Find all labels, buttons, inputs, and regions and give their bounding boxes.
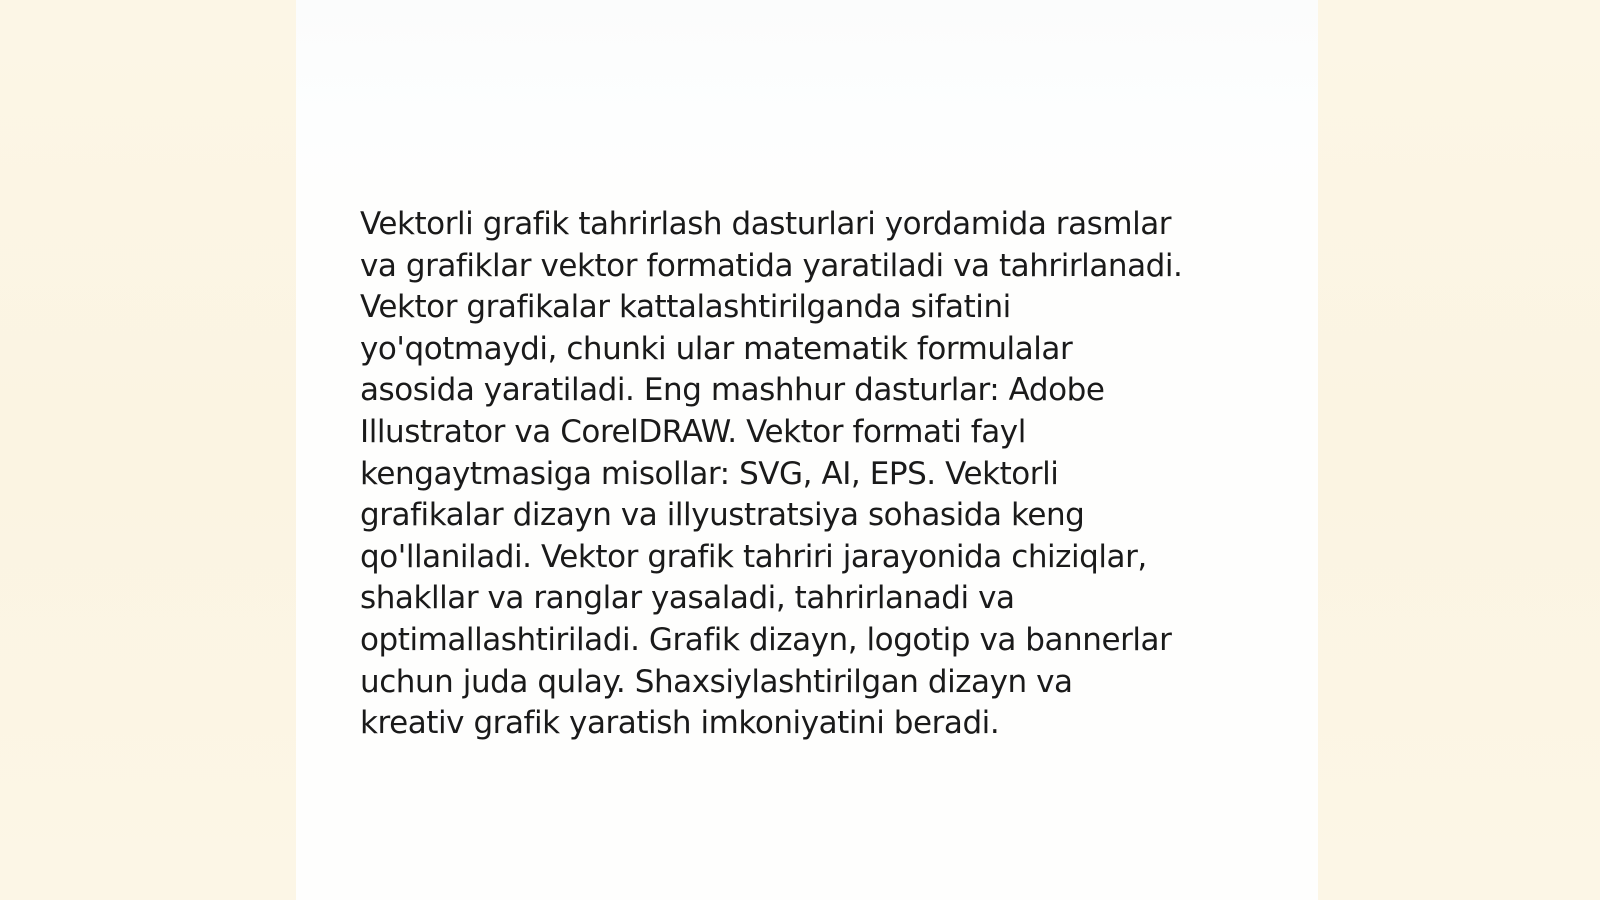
slide-body-text: Vektorli grafik tahrirlash dasturlari yordamida rasmlar va grafiklar vektor formatida yaratiladi va tahrirlanadi. Vektor grafikalar kattalashtirilganda sifatini yo'qotmaydi, chunki ular matematik formulalar asosida yaratiladi. Eng mashhur dasturlar: Adobe Illustrator va CorelDRAW. Vektor formati fayl kengaytmasiga misollar: SVG, AI, EPS. Vektorli grafikalar dizayn va illyustratsiya sohasida keng qo'llaniladi. Vektor grafik tahriri jarayonida chiziqlar, shakllar va ranglar yasaladi, tahrirlanadi va optimallashtiriladi. Grafik dizayn, logotip va bannerlar uchun juda qulay. Shaxsiylashtirilgan dizayn va kreativ grafik yaratish imkoniyatini beradi.: [360, 206, 1183, 742]
slide-top-band: [296, 0, 1318, 200]
left-margin-background: [0, 0, 296, 900]
right-margin-background: [1318, 0, 1600, 900]
slide: [296, 0, 1318, 900]
